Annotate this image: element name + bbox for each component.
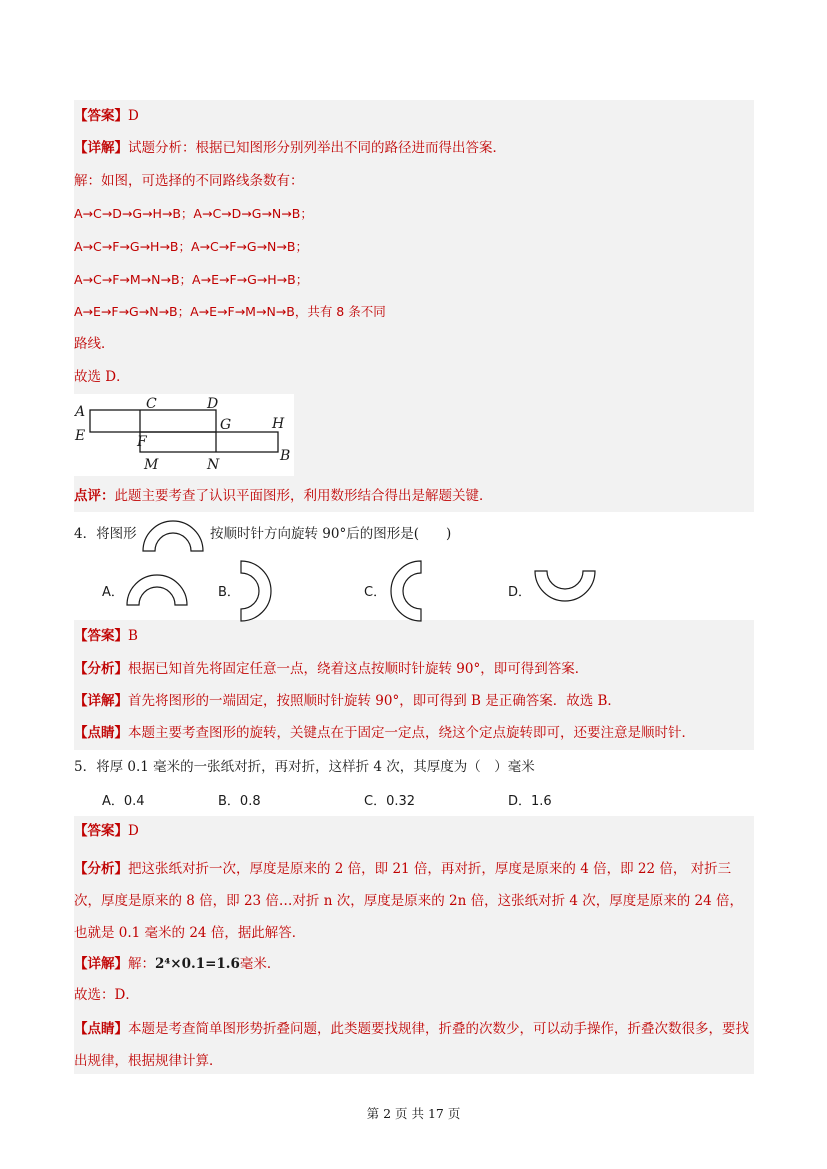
label-g: G xyxy=(220,417,232,433)
q4-detail: 【详解】首先将图形的一端固定，按照顺时针旋转 90°，即可得到 B 是正确答案．故选 B． xyxy=(74,693,621,709)
label-c: C xyxy=(146,396,157,412)
q5-detail: 【详解】解：2⁴×0.1=1.6毫米． xyxy=(74,956,281,972)
q3-choice: 故选 D． xyxy=(74,369,130,385)
q3-answer: 【答案】D xyxy=(74,108,139,124)
q5-note: 【点睛】本题是考查简单图形势折叠问题，此类题要找规律，折叠的次数少，可以动手操作，折叠次数很多，要找出规律，根据规律计算． xyxy=(74,1021,749,1069)
q4-option-a-label: A． xyxy=(102,585,124,600)
q5-choice: 故选：D． xyxy=(74,987,139,1003)
q5-option-c: C．0.32 xyxy=(364,794,416,809)
q5-option-a: A．0.4 xyxy=(102,794,145,809)
q5-analysis: 【分析】把这张纸对折一次，厚度是原来的 2 倍，即 21 倍，再对折，厚度是原来的 4 倍，即 22 倍， 对折三次，厚度是原来的 8 倍，即 23 倍…对折 n 次，厚度是原来的 2n 倍，这张纸对折 4 次，厚度是原来的 24 倍，也就是 0.1 毫米的 24 倍，据此解答． xyxy=(74,861,744,941)
q3-solution-intro: 解：如图，可选择的不同路线条数有： xyxy=(74,173,304,189)
label-e: E xyxy=(75,428,86,444)
q3-route-line: A→C→F→M→N→B；A→E→F→G→H→B； xyxy=(74,272,309,287)
label-b: B xyxy=(280,448,291,464)
page-footer: 第 2 页 共 17 页 xyxy=(366,1106,461,1121)
q5-option-d: D．1.6 xyxy=(508,794,552,809)
q4-option-d-shape xyxy=(530,568,600,608)
q4-option-b-shape xyxy=(238,557,278,625)
q4-note: 【点睛】本题主要考查图形的旋转，关键点在于固定一定点，绕这个定点旋转即可，还要注意是顺时针． xyxy=(74,725,695,741)
q3-route-line: A→C→F→G→H→B；A→C→F→G→N→B； xyxy=(74,239,308,254)
q4-option-c-label: C． xyxy=(364,585,387,600)
label-d: D xyxy=(207,396,219,412)
path-figure xyxy=(74,394,294,476)
q4-option-d-label: D． xyxy=(508,585,532,600)
q4-stem-arc-shape xyxy=(140,514,206,554)
label-f: F xyxy=(137,434,147,450)
label-a: A xyxy=(75,404,86,420)
q5-stem: 5．将厚 0.1 毫米的一张纸对折，再对折，这样折 4 次，其厚度为（ ）毫米 xyxy=(74,759,535,775)
q3-comment: 点评：此题主要考查了认识平面图形，利用数形结合得出是解题关键． xyxy=(74,488,493,504)
q4-option-b-label: B． xyxy=(218,585,240,600)
q4-option-a-shape xyxy=(122,568,192,608)
q4-option-c-shape xyxy=(384,557,424,625)
q4-answer: 【答案】B xyxy=(74,628,138,644)
q4-analysis: 【分析】根据已知首先将固定任意一点，绕着这点按顺时针旋转 90°，即可得到答案． xyxy=(74,661,589,677)
q3-detail: 【详解】试题分析：根据已知图形分别列举出不同的路径进而得出答案． xyxy=(74,140,506,156)
label-m: M xyxy=(144,457,159,473)
q4-stem-after: 按顺时针方向旋转 90°后的图形是( ) xyxy=(210,526,452,542)
q5-option-b: B．0.8 xyxy=(218,794,261,809)
label-n: N xyxy=(207,457,220,473)
q3-routes-end: 路线． xyxy=(74,336,115,352)
q5-formula: 2⁴×0.1=1.6 xyxy=(155,956,240,972)
q3-route-line: A→E→F→G→N→B；A→E→F→M→N→B，共有 8 条不同 xyxy=(74,304,386,319)
q4-stem-before: 4．将图形 xyxy=(74,526,137,542)
label-h: H xyxy=(272,416,285,432)
q5-answer: 【答案】D xyxy=(74,823,139,839)
q3-route-line: A→C→D→G→H→B；A→C→D→G→N→B； xyxy=(74,206,313,221)
